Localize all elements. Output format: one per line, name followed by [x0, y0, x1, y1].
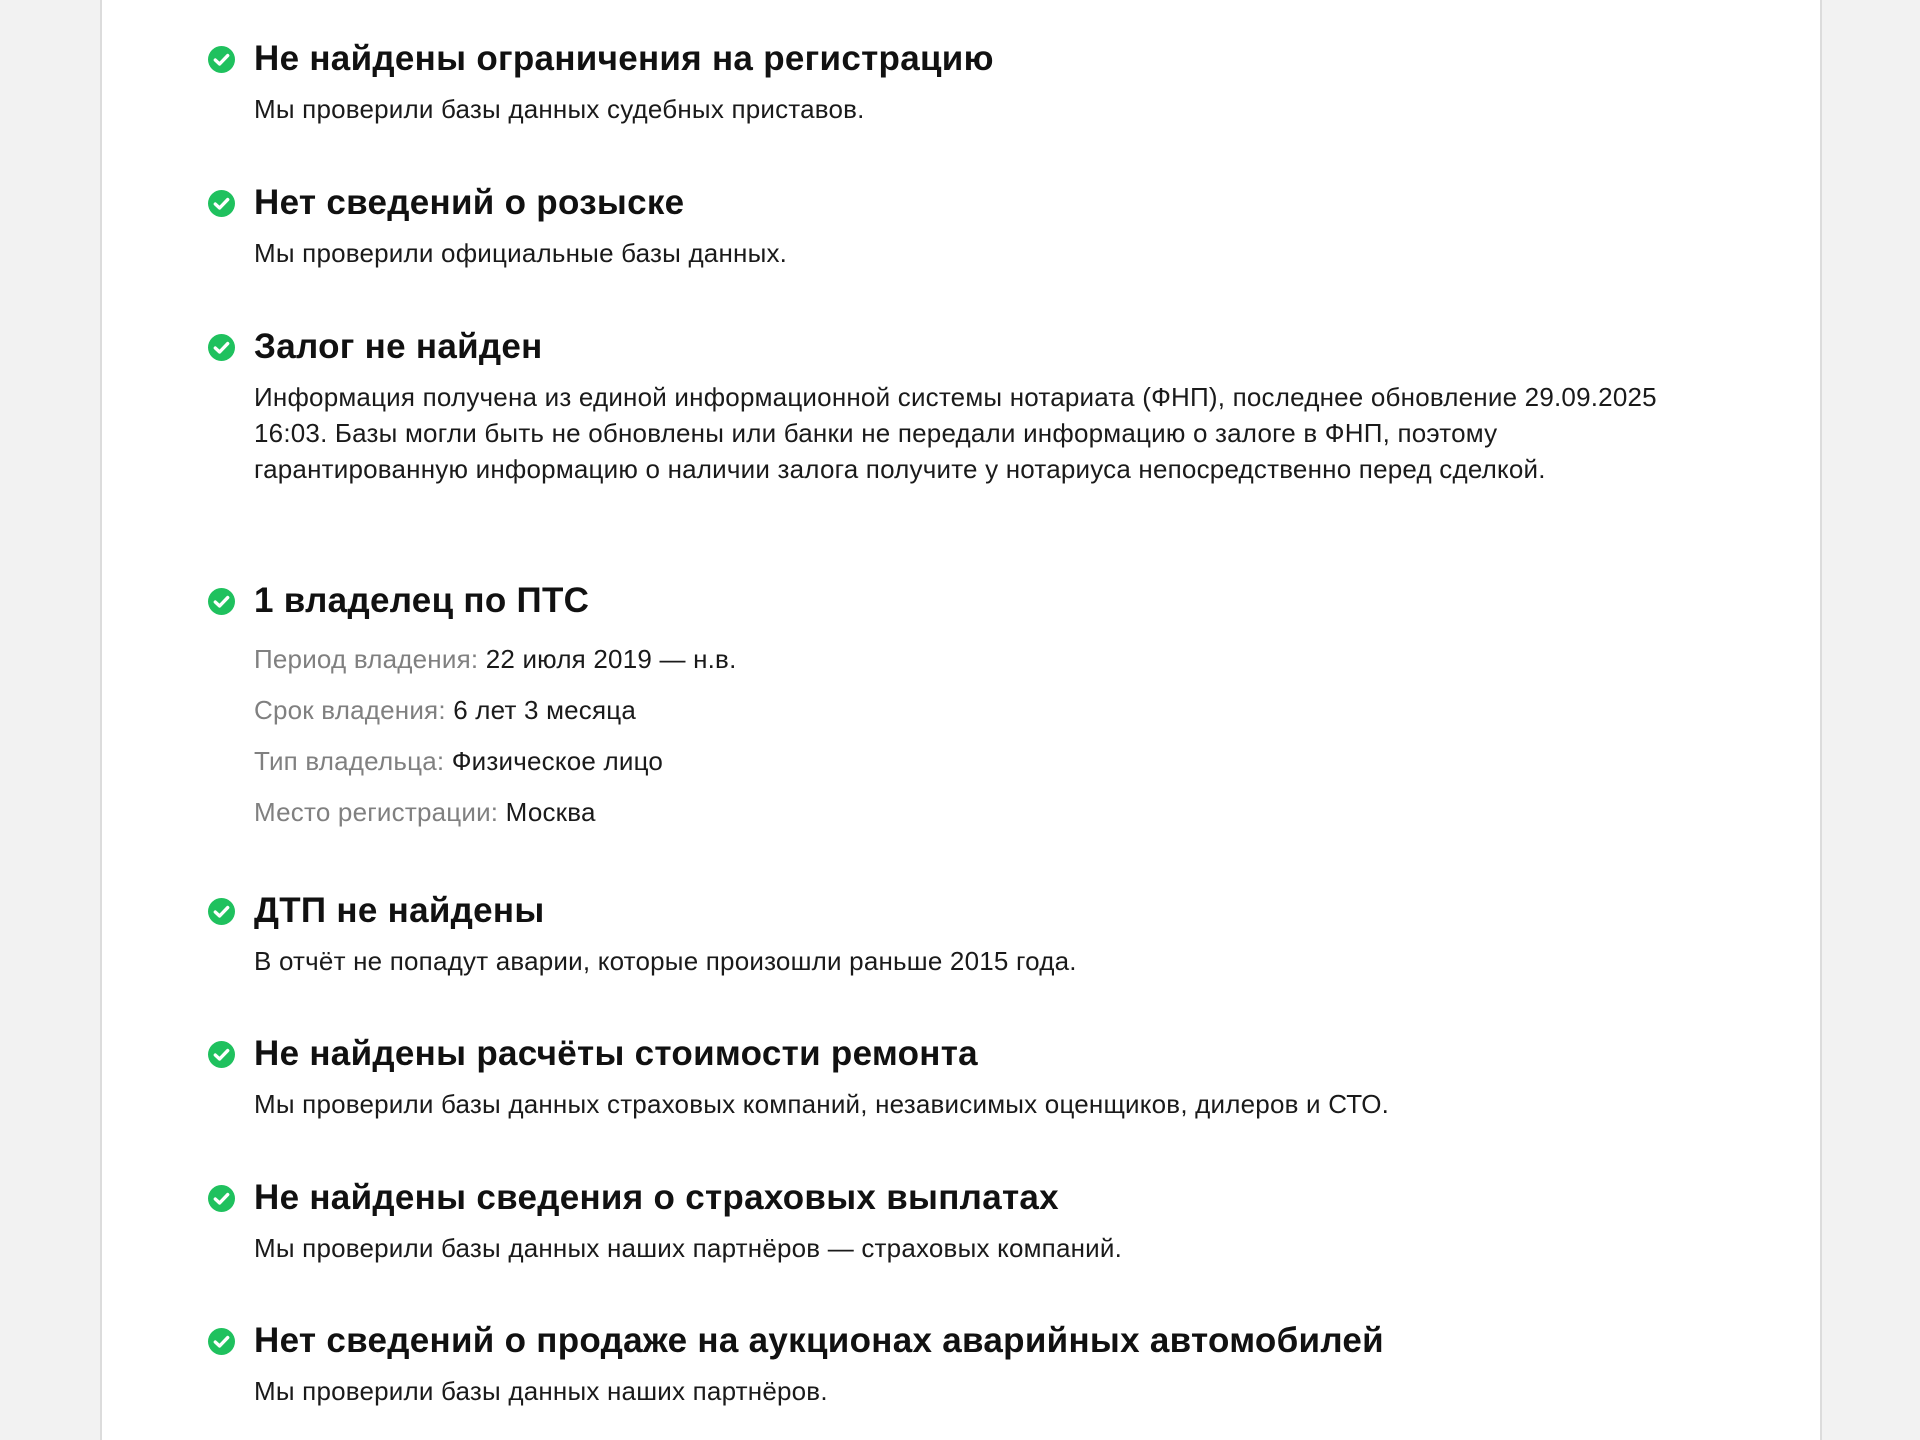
- owner-detail-row: [254, 743, 1708, 794]
- check-item-header: [208, 183, 1708, 223]
- check-item-description: Информация получена из единой информационной системы нотариата (ФНП), последнее обновление 29.09.2025 16:03. Базы могли быть не обновлены или банки не передали информацию о залоге в ФНП, поэтому гарантированную информацию о наличии залога получите у нотариуса непосредственно перед сделкой.: [254, 382, 1657, 484]
- check-item-header: [208, 1321, 1708, 1361]
- check-circle-icon: [208, 588, 235, 615]
- owner-detail-value: 22 июля 2019 — н.в.: [485, 644, 737, 674]
- check-item-insurance-payments: [208, 1178, 1708, 1266]
- owner-detail-value: 6 лет 3 месяца: [453, 695, 637, 725]
- check-item-owners: [208, 581, 1708, 845]
- check-item-description: Мы проверили базы данных судебных приставов.: [254, 94, 865, 124]
- check-item-repair-estimates: [208, 1034, 1708, 1122]
- check-item-title: Не найдены сведения о страховых выплатах: [254, 1178, 1059, 1217]
- check-circle-icon: [208, 1328, 235, 1355]
- check-circle-icon: [208, 190, 235, 217]
- check-circle-icon: [208, 46, 235, 73]
- owner-detail-value: Москва: [505, 797, 596, 827]
- owner-detail-label: Период владения:: [254, 644, 479, 674]
- check-item-salvage-auctions: [208, 1321, 1708, 1409]
- check-item-title: Не найдены расчёты стоимости ремонта: [254, 1034, 978, 1073]
- check-item-header: [208, 327, 1708, 367]
- check-item-registration-restrictions: [208, 39, 1708, 127]
- check-item-title: 1 владелец по ПТС: [254, 581, 590, 620]
- check-item-title: ДТП не найдены: [254, 891, 545, 930]
- check-item-title: Не найдены ограничения на регистрацию: [254, 39, 994, 78]
- check-circle-icon: [208, 1185, 235, 1212]
- report-card: [100, 0, 1822, 1440]
- owner-detail-row: [254, 641, 1708, 692]
- owner-detail-label: Срок владения:: [254, 695, 446, 725]
- check-item-description: Мы проверили базы данных наших партнёров.: [254, 1376, 828, 1406]
- check-item-header: [208, 1178, 1708, 1218]
- check-item-wanted: [208, 183, 1708, 271]
- check-item-title: Залог не найден: [254, 327, 543, 366]
- check-item-description: В отчёт не попадут аварии, которые произошли раньше 2015 года.: [254, 946, 1077, 976]
- owner-detail-label: Место регистрации:: [254, 797, 499, 827]
- check-item-pledge: [208, 327, 1708, 487]
- check-item-accidents: [208, 891, 1708, 979]
- owner-details: [254, 641, 1708, 845]
- check-item-header: [208, 39, 1708, 79]
- check-item-title: Нет сведений о продаже на аукционах аварийных автомобилей: [254, 1321, 1384, 1360]
- check-item-description: Мы проверили базы данных наших партнёров — страховых компаний.: [254, 1233, 1123, 1263]
- owner-detail-row: [254, 692, 1708, 743]
- check-item-title: Нет сведений о розыске: [254, 183, 685, 222]
- owner-detail-label: Тип владельца:: [254, 746, 445, 776]
- check-item-description: Мы проверили базы данных страховых компаний, независимых оценщиков, дилеров и СТО.: [254, 1089, 1390, 1119]
- check-item-header: [208, 1034, 1708, 1074]
- owner-detail-value: Физическое лицо: [451, 746, 664, 776]
- check-circle-icon: [208, 334, 235, 361]
- check-item-header: [208, 891, 1708, 931]
- check-circle-icon: [208, 898, 235, 925]
- owner-detail-row: [254, 794, 1708, 845]
- check-item-header: [208, 581, 1708, 621]
- check-circle-icon: [208, 1041, 235, 1068]
- check-item-description: Мы проверили официальные базы данных.: [254, 238, 788, 268]
